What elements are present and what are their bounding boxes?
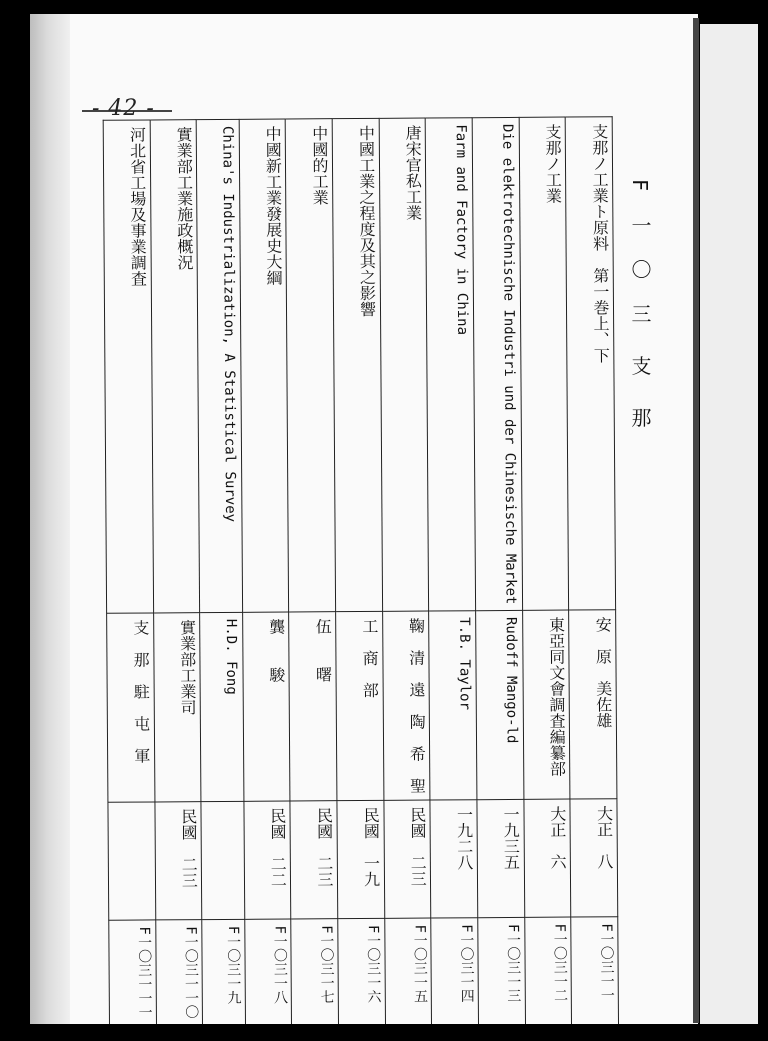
title-text: Farm and Factory in China [452,124,471,336]
title-cell [285,119,335,613]
section-header: F 一 〇 三 支 那 [628,179,652,434]
title-text: 中國的工業 [309,125,330,206]
title-text: 支那ノ工業 [542,123,563,204]
date-cell [430,800,477,918]
date-cell [524,799,571,917]
date-row [108,799,618,921]
author-text: 伍 曙 [313,618,333,683]
date-cell [244,801,291,919]
date-cell [477,800,524,918]
code-cell [478,918,526,1024]
title-text: Die elektrotechnische Industri und der Chinesische Market [499,123,519,605]
author-cell [476,611,524,800]
author-row [107,610,617,803]
title-text: 中國新工業發展史大綱 [263,125,284,286]
title-text: 實業部工業施政概況 [174,126,195,271]
code-text: F一〇三一五 [411,924,429,1004]
title-cell [103,120,153,614]
code-cell [244,919,292,1024]
next-page-edge [700,24,758,1024]
author-text: 支 那 駐 屯 軍 [130,619,151,765]
code-text: F一〇三一七 [318,925,335,1005]
title-cell [425,118,475,612]
title-text: 中國工業之程度及其之影響 [356,124,377,318]
author-cell [289,612,337,801]
code-cell [571,917,619,1024]
author-text: 工 商 部 [359,618,380,699]
author-text: T.B. Taylor [456,617,473,711]
code-row [109,917,619,1024]
title-text: 唐宋官私工業 [402,124,423,221]
title-cell [379,118,429,612]
date-cell [384,800,431,918]
code-cell [109,920,157,1024]
code-cell [524,917,572,1024]
code-cell [338,919,386,1024]
author-text: 鞠 清 遠 陶 希 聖 [406,617,427,795]
author-text: 安 原 美佐雄 [593,616,613,729]
code-text: F一〇三一四 [458,924,475,1004]
date-text: 民國 二三 [407,806,428,888]
code-cell [202,920,245,1024]
title-text: 支那ノ工業ト原料 第一巻上、下 [589,123,611,364]
author-cell [336,612,384,801]
author-text: 東亞同文會調査編纂部 [546,617,567,778]
date-text: 一九二八 [454,806,474,871]
date-text: 民國 二三 [314,807,335,888]
title-cell [565,117,615,611]
title-cell [519,117,569,611]
book-binding [30,14,70,1024]
code-text: F一〇三一九 [224,926,242,1005]
date-text: 民國 一九 [361,807,381,888]
author-cell [382,611,430,800]
title-text: China's Industrialization, A Statistical Survey [219,125,239,523]
title-row [103,117,615,614]
date-cell [108,802,155,920]
author-cell [153,613,201,802]
date-text: 大正 六 [547,806,568,871]
date-cell [290,801,337,919]
author-text: Rudoff Mango-ld [502,617,520,744]
date-cell [201,802,244,920]
date-text: 民國 二二 [267,807,288,889]
page-number: - 42 - [92,96,155,121]
date-cell [155,802,202,920]
code-text: F一〇三一六 [364,925,382,1004]
code-text: F一〇三一一〇 [182,926,200,1020]
date-cell [570,799,618,917]
page-edge [693,18,699,1023]
book-page [30,14,698,1024]
author-text: H.D. Fong [222,619,240,696]
date-text: 民國 二三 [178,808,199,889]
title-cell [150,120,200,614]
code-text: F一〇三一三 [504,924,522,1003]
code-text: F一〇三一一一 [135,926,153,1020]
catalog-table [103,116,620,1024]
author-cell [429,611,477,800]
title-text: 河北省工場及事業調査 [127,126,148,287]
author-cell [242,612,290,801]
code-cell [155,920,203,1024]
title-cell [332,118,382,612]
title-cell [196,119,242,613]
code-cell [291,919,339,1024]
author-cell [107,613,155,802]
date-text: 大正 八 [594,805,614,870]
code-text: F一〇三一八 [271,925,289,1005]
author-cell [200,613,244,802]
author-cell [569,610,617,799]
code-cell [384,918,432,1024]
title-cell [239,119,289,613]
author-cell [522,610,570,799]
code-text: F一〇三一一 [598,923,615,1003]
title-cell [472,117,522,611]
author-text: 龔 駿 [266,618,286,684]
author-text: 實業部工業司 [177,619,198,716]
date-cell [337,801,384,919]
date-text: 一九三五 [501,806,521,871]
code-cell [431,918,479,1024]
code-text: F一〇三一二 [551,924,569,1003]
